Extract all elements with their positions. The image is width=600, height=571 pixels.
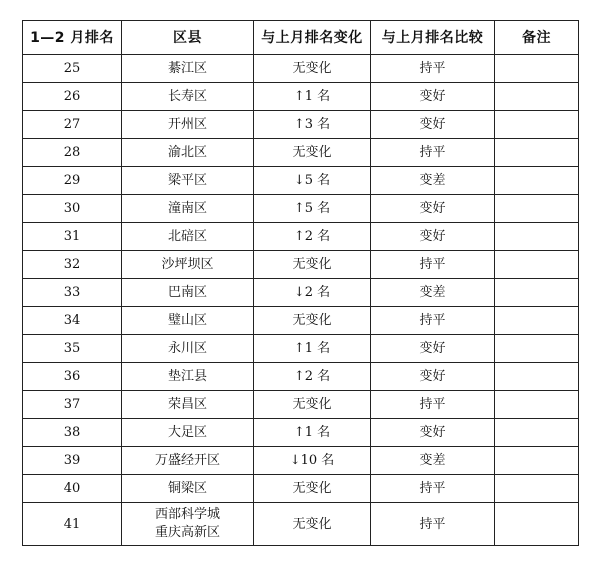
- district-cell: 万盛经开区: [122, 447, 254, 475]
- compare-cell: 变好: [371, 111, 495, 139]
- table-row: [23, 335, 579, 363]
- table-row: [23, 447, 579, 475]
- change-cell: 无变化: [254, 251, 371, 279]
- rank-cell: 33: [23, 279, 122, 307]
- note-cell: [495, 83, 579, 111]
- header-rank: 1—2 月排名: [23, 21, 122, 55]
- change-cell: ↑1 名: [254, 419, 371, 447]
- header-rank-change: 与上月排名变化: [254, 21, 371, 55]
- note-cell: [495, 55, 579, 83]
- change-cell: ↑2 名: [254, 223, 371, 251]
- district-cell: 长寿区: [122, 83, 254, 111]
- rank-cell: 28: [23, 139, 122, 167]
- compare-cell: 变差: [371, 167, 495, 195]
- district-cell: 沙坪坝区: [122, 251, 254, 279]
- note-cell: [495, 447, 579, 475]
- district-cell: 梁平区: [122, 167, 254, 195]
- compare-cell: 持平: [371, 475, 495, 503]
- note-cell: [495, 223, 579, 251]
- table-row: [23, 223, 579, 251]
- district-cell: 巴南区: [122, 279, 254, 307]
- table-row: [23, 139, 579, 167]
- table-row: [23, 167, 579, 195]
- change-cell: ↑1 名: [254, 335, 371, 363]
- compare-cell: 变差: [371, 279, 495, 307]
- change-cell: 无变化: [254, 391, 371, 419]
- district-cell: 潼南区: [122, 195, 254, 223]
- rank-cell: 38: [23, 419, 122, 447]
- compare-cell: 变差: [371, 447, 495, 475]
- rank-cell: 27: [23, 111, 122, 139]
- note-cell: [495, 307, 579, 335]
- district-cell-text: 西部科学城 重庆高新区: [154, 507, 220, 540]
- district-cell: 渝北区: [122, 139, 254, 167]
- district-cell: 璧山区: [122, 307, 254, 335]
- table-row: [23, 279, 579, 307]
- compare-cell: 变好: [371, 83, 495, 111]
- ranking-table: [22, 20, 579, 546]
- change-cell: ↓2 名: [254, 279, 371, 307]
- note-cell: [495, 503, 579, 546]
- change-cell: ↓10 名: [254, 447, 371, 475]
- district-cell: 开州区: [122, 111, 254, 139]
- table-row: [23, 55, 579, 83]
- rank-cell: 31: [23, 223, 122, 251]
- compare-cell: 持平: [371, 503, 495, 546]
- district-cell: [122, 503, 254, 546]
- table-row: [23, 391, 579, 419]
- rank-cell: 36: [23, 363, 122, 391]
- change-cell: 无变化: [254, 503, 371, 546]
- compare-cell: 持平: [371, 307, 495, 335]
- table-row: [23, 503, 579, 546]
- rank-cell: 40: [23, 475, 122, 503]
- compare-cell: 变好: [371, 419, 495, 447]
- district-cell: 北碚区: [122, 223, 254, 251]
- rank-cell: 30: [23, 195, 122, 223]
- change-cell: ↑5 名: [254, 195, 371, 223]
- table-row: [23, 419, 579, 447]
- rank-cell: 41: [23, 503, 122, 546]
- note-cell: [495, 167, 579, 195]
- header-note: 备注: [495, 21, 579, 55]
- table-row: [23, 475, 579, 503]
- rank-cell: 35: [23, 335, 122, 363]
- change-cell: 无变化: [254, 307, 371, 335]
- compare-cell: 变好: [371, 363, 495, 391]
- change-cell: ↑2 名: [254, 363, 371, 391]
- district-cell: 垫江县: [122, 363, 254, 391]
- note-cell: [495, 335, 579, 363]
- compare-cell: 持平: [371, 391, 495, 419]
- change-cell: 无变化: [254, 139, 371, 167]
- change-cell: ↑1 名: [254, 83, 371, 111]
- rank-cell: 25: [23, 55, 122, 83]
- table-header-row: [23, 21, 579, 55]
- district-cell: 永川区: [122, 335, 254, 363]
- compare-cell: 持平: [371, 251, 495, 279]
- district-cell: 荣昌区: [122, 391, 254, 419]
- note-cell: [495, 391, 579, 419]
- rank-cell: 34: [23, 307, 122, 335]
- table-row: [23, 307, 579, 335]
- note-cell: [495, 139, 579, 167]
- district-cell: 綦江区: [122, 55, 254, 83]
- district-cell: 铜梁区: [122, 475, 254, 503]
- header-comparison: 与上月排名比较: [371, 21, 495, 55]
- table-row: [23, 251, 579, 279]
- rank-cell: 26: [23, 83, 122, 111]
- table-row: [23, 111, 579, 139]
- ranking-document: [22, 20, 578, 546]
- change-cell: 无变化: [254, 55, 371, 83]
- change-cell: ↑3 名: [254, 111, 371, 139]
- note-cell: [495, 475, 579, 503]
- header-district: 区县: [122, 21, 254, 55]
- note-cell: [495, 419, 579, 447]
- compare-cell: 持平: [371, 139, 495, 167]
- district-cell: 大足区: [122, 419, 254, 447]
- compare-cell: 持平: [371, 55, 495, 83]
- table-row: [23, 363, 579, 391]
- compare-cell: 变好: [371, 223, 495, 251]
- rank-cell: 37: [23, 391, 122, 419]
- note-cell: [495, 195, 579, 223]
- rank-cell: 29: [23, 167, 122, 195]
- rank-cell: 39: [23, 447, 122, 475]
- compare-cell: 变好: [371, 195, 495, 223]
- note-cell: [495, 111, 579, 139]
- note-cell: [495, 363, 579, 391]
- note-cell: [495, 279, 579, 307]
- change-cell: 无变化: [254, 475, 371, 503]
- rank-cell: 32: [23, 251, 122, 279]
- note-cell: [495, 251, 579, 279]
- table-row: [23, 195, 579, 223]
- table-row: [23, 83, 579, 111]
- change-cell: ↓5 名: [254, 167, 371, 195]
- compare-cell: 变好: [371, 335, 495, 363]
